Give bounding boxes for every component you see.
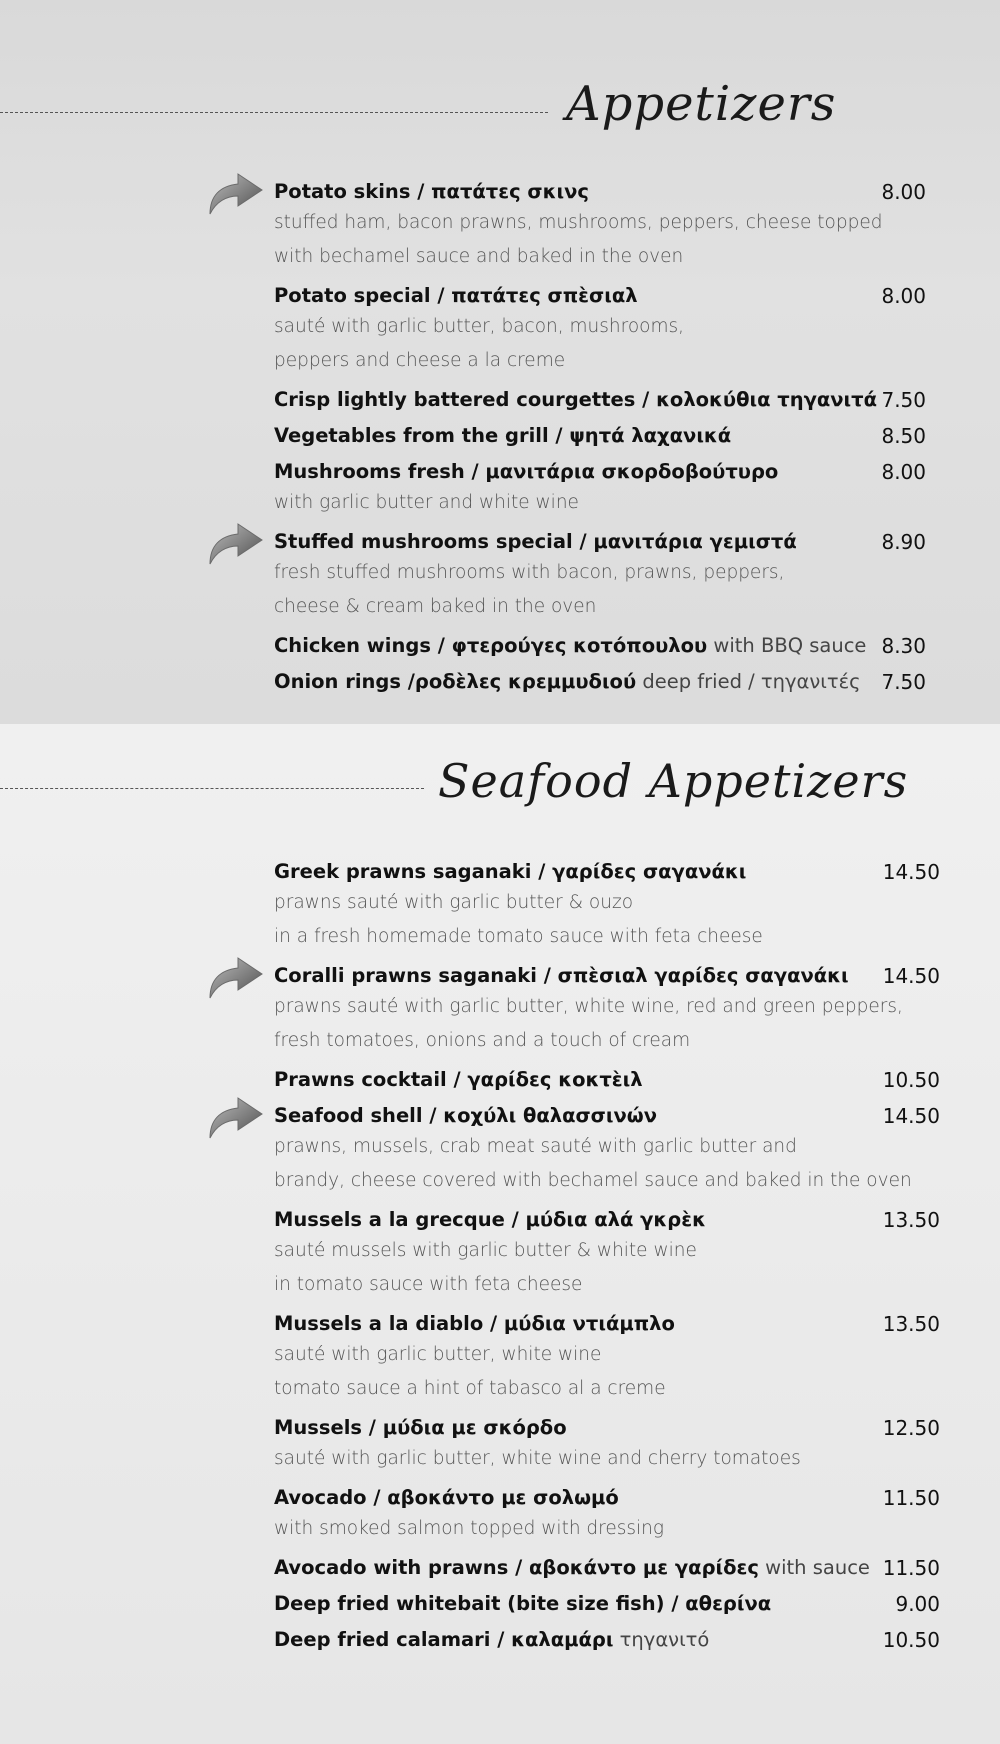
- menu-item-name: Onion rings /ροδὲλες κρεμμυδιού: [274, 670, 637, 693]
- menu-item-name-line: [274, 1626, 940, 1654]
- menu-item-price: 11.50: [882, 1556, 940, 1580]
- menu-item-description: cheese & cream baked in the oven: [274, 596, 597, 617]
- menu-item-name: Prawns cocktail / γαρίδες κοκτὲιλ: [274, 1068, 643, 1091]
- menu-item-name: Stuffed mushrooms special / μανιτάρια γεμιστά: [274, 530, 797, 553]
- menu-item-price: 14.50: [882, 964, 940, 988]
- menu-item: [274, 1484, 940, 1546]
- menu-item-price: 7.50: [881, 670, 926, 694]
- menu-item: [274, 962, 940, 1058]
- menu-item-description: in tomato sauce with feta cheese: [274, 1274, 583, 1295]
- menu-item-description: with smoked salmon topped with dressing: [274, 1518, 664, 1539]
- menu-item-price: 13.50: [882, 1208, 940, 1232]
- menu-item: [274, 1590, 940, 1618]
- curved-arrow-icon: [206, 950, 264, 1002]
- menu-item: [274, 668, 940, 696]
- menu-item-price: 11.50: [882, 1486, 940, 1510]
- menu-item-name: Mussels / μύδια με σκόρδο: [274, 1416, 567, 1439]
- menu-item-name-line: [274, 1066, 940, 1094]
- menu-item-name: Crisp lightly battered courgettes / κολοκύθια τηγανιτά: [274, 388, 877, 411]
- menu-item-name-line: [274, 1484, 940, 1512]
- menu-item-price: 10.50: [882, 1628, 940, 1652]
- section-title-appetizers: Appetizers: [566, 76, 837, 132]
- heading-divider: [0, 112, 548, 113]
- menu-item: [274, 282, 940, 378]
- menu-item-description: sauté with garlic butter, white wine: [274, 1344, 602, 1365]
- menu-item-description: sauté with garlic butter, white wine and cherry tomatoes: [274, 1448, 801, 1469]
- menu-item-name-line: [274, 1102, 940, 1130]
- menu-item-description: tomato sauce a hint of tabasco al a creme: [274, 1378, 666, 1399]
- appetizers-heading-row: [0, 76, 836, 132]
- curved-arrow-icon: [206, 166, 264, 218]
- menu-item-price: 14.50: [882, 1104, 940, 1128]
- menu-item-description: brandy, cheese covered with bechamel sauce and baked in the oven: [274, 1170, 912, 1191]
- menu-item-price: 8.00: [881, 460, 926, 484]
- menu-item-name-line: [274, 1414, 940, 1442]
- menu-item: [274, 1554, 940, 1582]
- menu-item-name-line: [274, 1590, 940, 1618]
- menu-item-description: prawns, mussels, crab meat sauté with garlic butter and: [274, 1136, 797, 1157]
- menu-item-price: 8.50: [881, 424, 926, 448]
- menu-item-description: sauté mussels with garlic butter & white wine: [274, 1240, 697, 1261]
- menu-item-name: Avocado / αβοκάντο με σολωμό: [274, 1486, 619, 1509]
- menu-item-name: Potato special / πατάτες σπὲσιαλ: [274, 284, 638, 307]
- menu-item: [274, 1206, 940, 1302]
- menu-item-description: fresh stuffed mushrooms with bacon, prawns, peppers,: [274, 562, 785, 583]
- curved-arrow-icon: [206, 1090, 264, 1142]
- menu-item-name-line: [274, 1310, 940, 1338]
- menu-item: [274, 1310, 940, 1406]
- menu-item-name: Mussels a la diablo / μύδια ντιάμπλο: [274, 1312, 675, 1335]
- menu-item-name-line: [274, 858, 940, 886]
- menu-item-name: Deep fried calamari / καλαμάρι: [274, 1628, 614, 1651]
- menu-item-name-line: [274, 962, 940, 990]
- menu-item-price: 8.00: [881, 180, 926, 204]
- menu-item-name-line: [274, 1554, 940, 1582]
- menu-item: [274, 1414, 940, 1476]
- menu-item-price: 10.50: [882, 1068, 940, 1092]
- menu-item: [274, 528, 940, 624]
- menu-item-name-line: [274, 1206, 940, 1234]
- menu-item-price: 8.90: [881, 530, 926, 554]
- menu-item-name: Mushrooms fresh / μανιτάρια σκορδοβούτυρο: [274, 460, 779, 483]
- menu-item-name: Greek prawns saganaki / γαρίδες σαγανάκι: [274, 860, 747, 883]
- menu-item-name: Potato skins / πατάτες σκινς: [274, 180, 589, 203]
- menu-item-price: 8.30: [881, 634, 926, 658]
- section-title-seafood-appetizers: Seafood Appetizers: [438, 754, 909, 808]
- menu-item-note: with sauce: [758, 1556, 870, 1579]
- menu-item-price: 9.00: [895, 1592, 940, 1616]
- menu-item-note: with BBQ sauce: [707, 634, 867, 657]
- menu-item-price: 14.50: [882, 860, 940, 884]
- menu-item-name: Avocado with prawns / αβοκάντο με γαρίδες: [274, 1556, 759, 1579]
- menu-item-note: deep fried / τηγανιτές: [636, 670, 861, 693]
- menu-item-name: Seafood shell / κοχύλι θαλασσινών: [274, 1104, 657, 1127]
- menu-item: [274, 1066, 940, 1094]
- menu-item-name: Chicken wings / φτερούγες κοτόπουλου: [274, 634, 708, 657]
- menu-item-name: Deep fried whitebait (bite size fish) / αθερίνα: [274, 1592, 772, 1615]
- menu-item-description: peppers and cheese a la creme: [274, 350, 566, 371]
- menu-item: [274, 632, 940, 660]
- menu-item-description: in a fresh homemade tomato sauce with feta cheese: [274, 926, 763, 947]
- menu-item-price: 8.00: [881, 284, 926, 308]
- menu-item-name: Vegetables from the grill / ψητά λαχανικά: [274, 424, 732, 447]
- menu-item-price: 7.50: [881, 388, 926, 412]
- menu-item-description: fresh tomatoes, onions and a touch of cream: [274, 1030, 691, 1051]
- heading-divider: [0, 788, 424, 789]
- menu-item: [274, 178, 940, 274]
- menu-item-description: with garlic butter and white wine: [274, 492, 579, 513]
- curved-arrow-icon: [206, 516, 264, 568]
- menu-item: [274, 458, 940, 520]
- menu-item-price: 13.50: [882, 1312, 940, 1336]
- menu-item-description: stuffed ham, bacon prawns, mushrooms, peppers, cheese topped: [274, 212, 883, 233]
- menu-item-description: prawns sauté with garlic butter & ouzo: [274, 892, 634, 913]
- menu-item: [274, 386, 940, 414]
- menu-item-name: Mussels a la grecque / μύδια αλά γκρὲκ: [274, 1208, 706, 1231]
- menu-item-description: sauté with garlic butter, bacon, mushrooms,: [274, 316, 684, 337]
- menu-item-description: with bechamel sauce and baked in the oven: [274, 246, 684, 267]
- menu-item-note: τηγανιτό: [613, 1628, 710, 1651]
- seafood-appetizers-section: [0, 724, 1000, 1744]
- menu-item: [274, 858, 940, 954]
- menu-item-name: Coralli prawns saganaki / σπὲσιαλ γαρίδες σαγανάκι: [274, 964, 849, 987]
- menu-item: [274, 1626, 940, 1654]
- menu-item-price: 12.50: [882, 1416, 940, 1440]
- menu-item: [274, 1102, 940, 1198]
- seafood-heading-row: [0, 754, 908, 808]
- menu-item: [274, 422, 940, 450]
- appetizers-section: [0, 0, 1000, 724]
- menu-item-description: prawns sauté with garlic butter, white wine, red and green peppers,: [274, 996, 903, 1017]
